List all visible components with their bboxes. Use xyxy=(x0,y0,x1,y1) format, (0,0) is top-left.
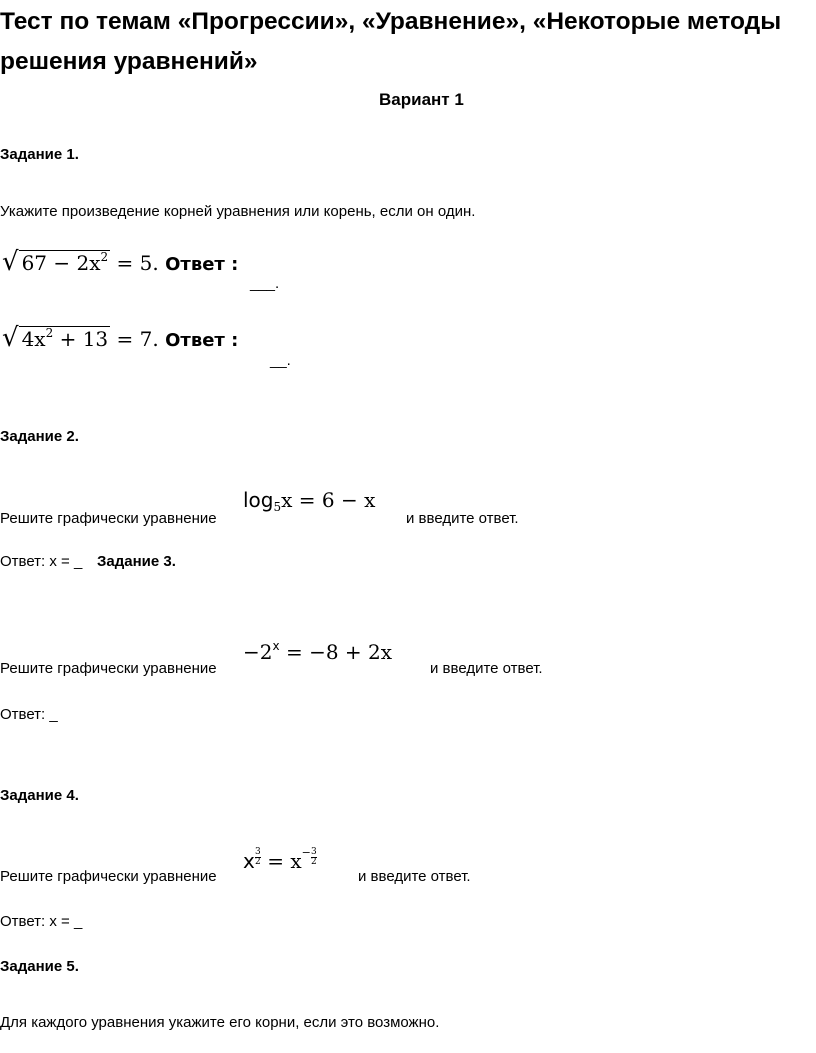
task3-heading: Задание 3. xyxy=(97,553,176,570)
task1-text: Укажите произведение корней уравнения или корень, если он один. xyxy=(0,203,476,220)
variant-heading: Вариант 1 xyxy=(379,90,464,109)
answer-label: Ответ : xyxy=(165,254,239,275)
task3-text-after: и введите ответ. xyxy=(430,660,543,677)
task4-heading: Задание 4. xyxy=(0,787,79,804)
answer-label: Ответ : xyxy=(165,330,239,351)
task2-text-before: Решите графически уравнение xyxy=(0,510,217,527)
sqrt-sign: √ xyxy=(2,323,19,353)
task1-answer-blank-2[interactable]: __. xyxy=(270,352,291,369)
task4-equation: x $\frac{3}{2}$ = x− $\frac{3}{2}$ xyxy=(243,846,317,873)
exponent-fraction: $\frac{3}{2}$ xyxy=(254,847,261,867)
task2-text-after: и введите ответ. xyxy=(406,510,519,527)
page-title xyxy=(0,2,781,82)
task4-text-before: Решите графически уравнение xyxy=(0,868,217,885)
task5-text: Для каждого уравнения укажите его корни, если это возможно. xyxy=(0,1014,440,1031)
task4-text-after: и введите ответ. xyxy=(358,868,471,885)
task3-equation: $-2^x = -8 + 2x$ xyxy=(243,639,393,664)
sqrt-sign: √ xyxy=(2,247,19,277)
task1-heading: Задание 1. xyxy=(0,146,79,163)
task1-equation-1: √ $67 - 2x^2 = 5$. Ответ : xyxy=(2,247,239,277)
title-line-1: Тест по темам «Прогрессии», «Уравнение», «Некоторые методы xyxy=(0,8,782,35)
task2-heading: Задание 2. xyxy=(0,428,79,445)
task3-answer[interactable]: Ответ: _ xyxy=(0,706,58,723)
task1-equation-2: √ $4x^2 + 13 = 7$. Ответ : xyxy=(2,323,239,353)
task3-text-before: Решите графически уравнение xyxy=(0,660,217,677)
title-line-2: решения уравнений» xyxy=(0,48,258,75)
task1-answer-blank-1[interactable]: ___. xyxy=(250,275,280,292)
radicand: $67 - 2x^2$ xyxy=(19,250,111,275)
task2-equation: $\log_5x = 6 - x$ xyxy=(243,488,376,514)
radicand: $4x^2 + 13$ xyxy=(19,326,111,351)
task4-answer[interactable]: Ответ: x = _ xyxy=(0,913,83,930)
task2-answer[interactable]: Ответ: x = _ xyxy=(0,553,83,570)
task5-heading: Задание 5. xyxy=(0,958,79,975)
exponent-fraction-negative: $\frac{3}{2}$ xyxy=(310,847,317,867)
